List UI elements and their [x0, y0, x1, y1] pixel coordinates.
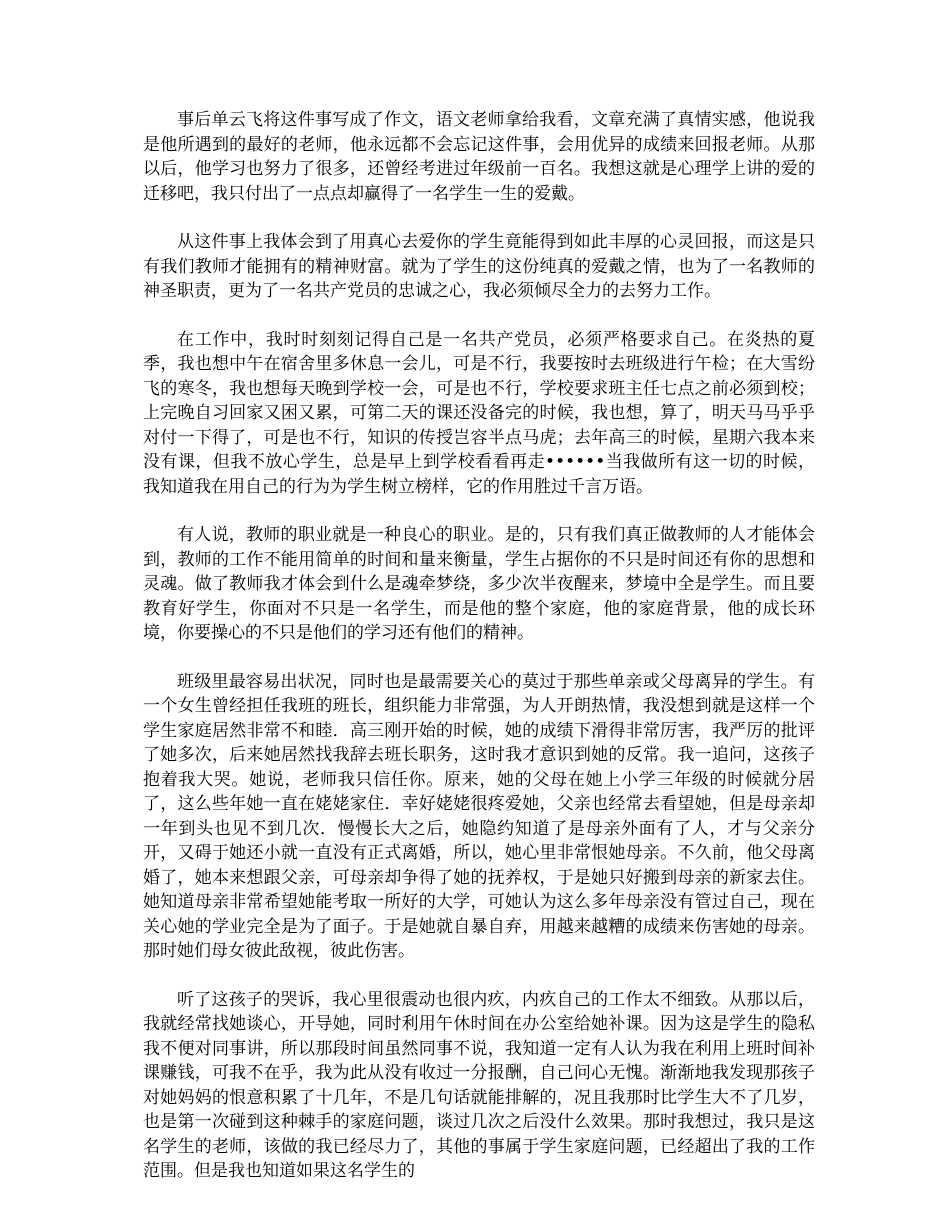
paragraph-5: 班级里最容易出状况，同时也是最需要关心的莫过于那些单亲或父母离异的学生。有一个女生曾经担任我班的班长，组织能力非常强，为人开朗热情，我没想到就是这样一个学生家庭居然非常不和睦．高三刚开始的时候，她的成绩下滑得非常厉害，我严厉的批评了她多次，后来她居然找我辞去班长职务，这时我才意识到她的反常。我一追问，这孩子抱着我大哭。她说，老师我只信任你。原来，她的父母在她上小学三年级的时候就分居了，这么些年她一直在姥姥家住．幸好姥姥很疼爱她，父亲也经常去看望她，但是母亲却一年到头也见不到几次．慢慢长大之后，她隐约知道了是母亲外面有了人，才与父亲分开，又碍于她还小就一直没有正式离婚，所以，她心里非常恨她母亲。不久前，他父母离婚了，她本来想跟父亲，可母亲却争得了她的抚养权，于是她只好搬到母亲的新家去住。她知道母亲非常希望她能考取一所好的大学，可她认为这么多年母亲没有管过自己，现在关心她的学业完全是为了面子。于是她就自暴自弃，用越来越糟的成绩来伤害她的母亲。那时她们母女彼此敌视，彼此伤害。 [143, 671, 815, 961]
paragraph-6: 听了这孩子的哭诉，我心里很震动也很内疚，内疚自己的工作太不细致。从那以后，我就经常找她谈心，开导她，同时利用午休时间在办公室给她补课。因为这是学生的隐私我不便对同事讲，所以那段时间虽然同事不说，我知道一定有人认为我在利用上班时间补课赚钱，可我不在乎，我为此从没有收过一分报酬，自己问心无愧。渐渐地我发现那孩子对她妈妈的恨意积累了十几年，不是几句话就能排解的，况且我那时比学生大不了几岁，也是第一次碰到这种棘手的家庭问题，谈过几次之后没什么效果。那时我想过，我只是这名学生的老师，该做的我已经尽力了，其他的事属于学生家庭问题，已经超出了我的工作范围。但是我也知道如果这名学生的 [143, 989, 815, 1181]
paragraph-1: 事后单云飞将这件事写成了作文，语文老师拿给我看，文章充满了真情实感，他说我是他所遇到的最好的老师，他永远都不会忘记这件事，会用优异的成绩来回报老师。从那以后，他学习也努力了很多，还曾经考进过年级前一百名。我想这就是心理学上讲的爱的迁移吧，我只付出了一点点却赢得了一名学生一生的爱戴。 [143, 110, 815, 204]
paragraph-2: 从这件事上我体会到了用真心去爱你的学生竟能得到如此丰厚的心灵回报，而这是只有我们教师才能拥有的精神财富。就为了学生的这份纯真的爱戴之情，也为了一名教师的神圣职责，更为了一名共产党员的忠诚之心，我必须倾尽全力的去努力工作。 [143, 232, 815, 301]
paragraph-4: 有人说，教师的职业就是一种良心的职业。是的，只有我们真正做教师的人才能体会到，教师的工作不能用简单的时间和量来衡量，学生占据你的不只是时间还有你的思想和灵魂。做了教师我才体会到什么是魂牵梦绕，多少次半夜醒来，梦境中全是学生。而且要教育好学生，你面对不只是一名学生，而是他的整个家庭，他的家庭背景，他的成长环境，你要操心的不只是他们的学习还有他们的精神。 [143, 525, 815, 643]
document-page [143, 108, 815, 1208]
paragraph-3: 在工作中，我时时刻刻记得自己是一名共产党员，必须严格要求自己。在炎热的夏季，我也想中午在宿舍里多休息一会儿，可是不行，我要按时去班级进行午检；在大雪纷飞的寒冬，我也想每天晚到学校一会，可是也不行，学校要求班主任七点之前必须到校；上完晚自习回家又困又累，可第二天的课还没备完的时候，我也想，算了，明天马马乎乎对付一下得了，可是也不行，知识的传授岂容半点马虎；去年高三的时候，星期六我本来没有课，但我不放心学生，总是早上到学校看看再走••••••当我做所有这一切的时候，我知道我在用自己的行为为学生树立榜样，它的作用胜过千言万语。 [143, 329, 815, 497]
